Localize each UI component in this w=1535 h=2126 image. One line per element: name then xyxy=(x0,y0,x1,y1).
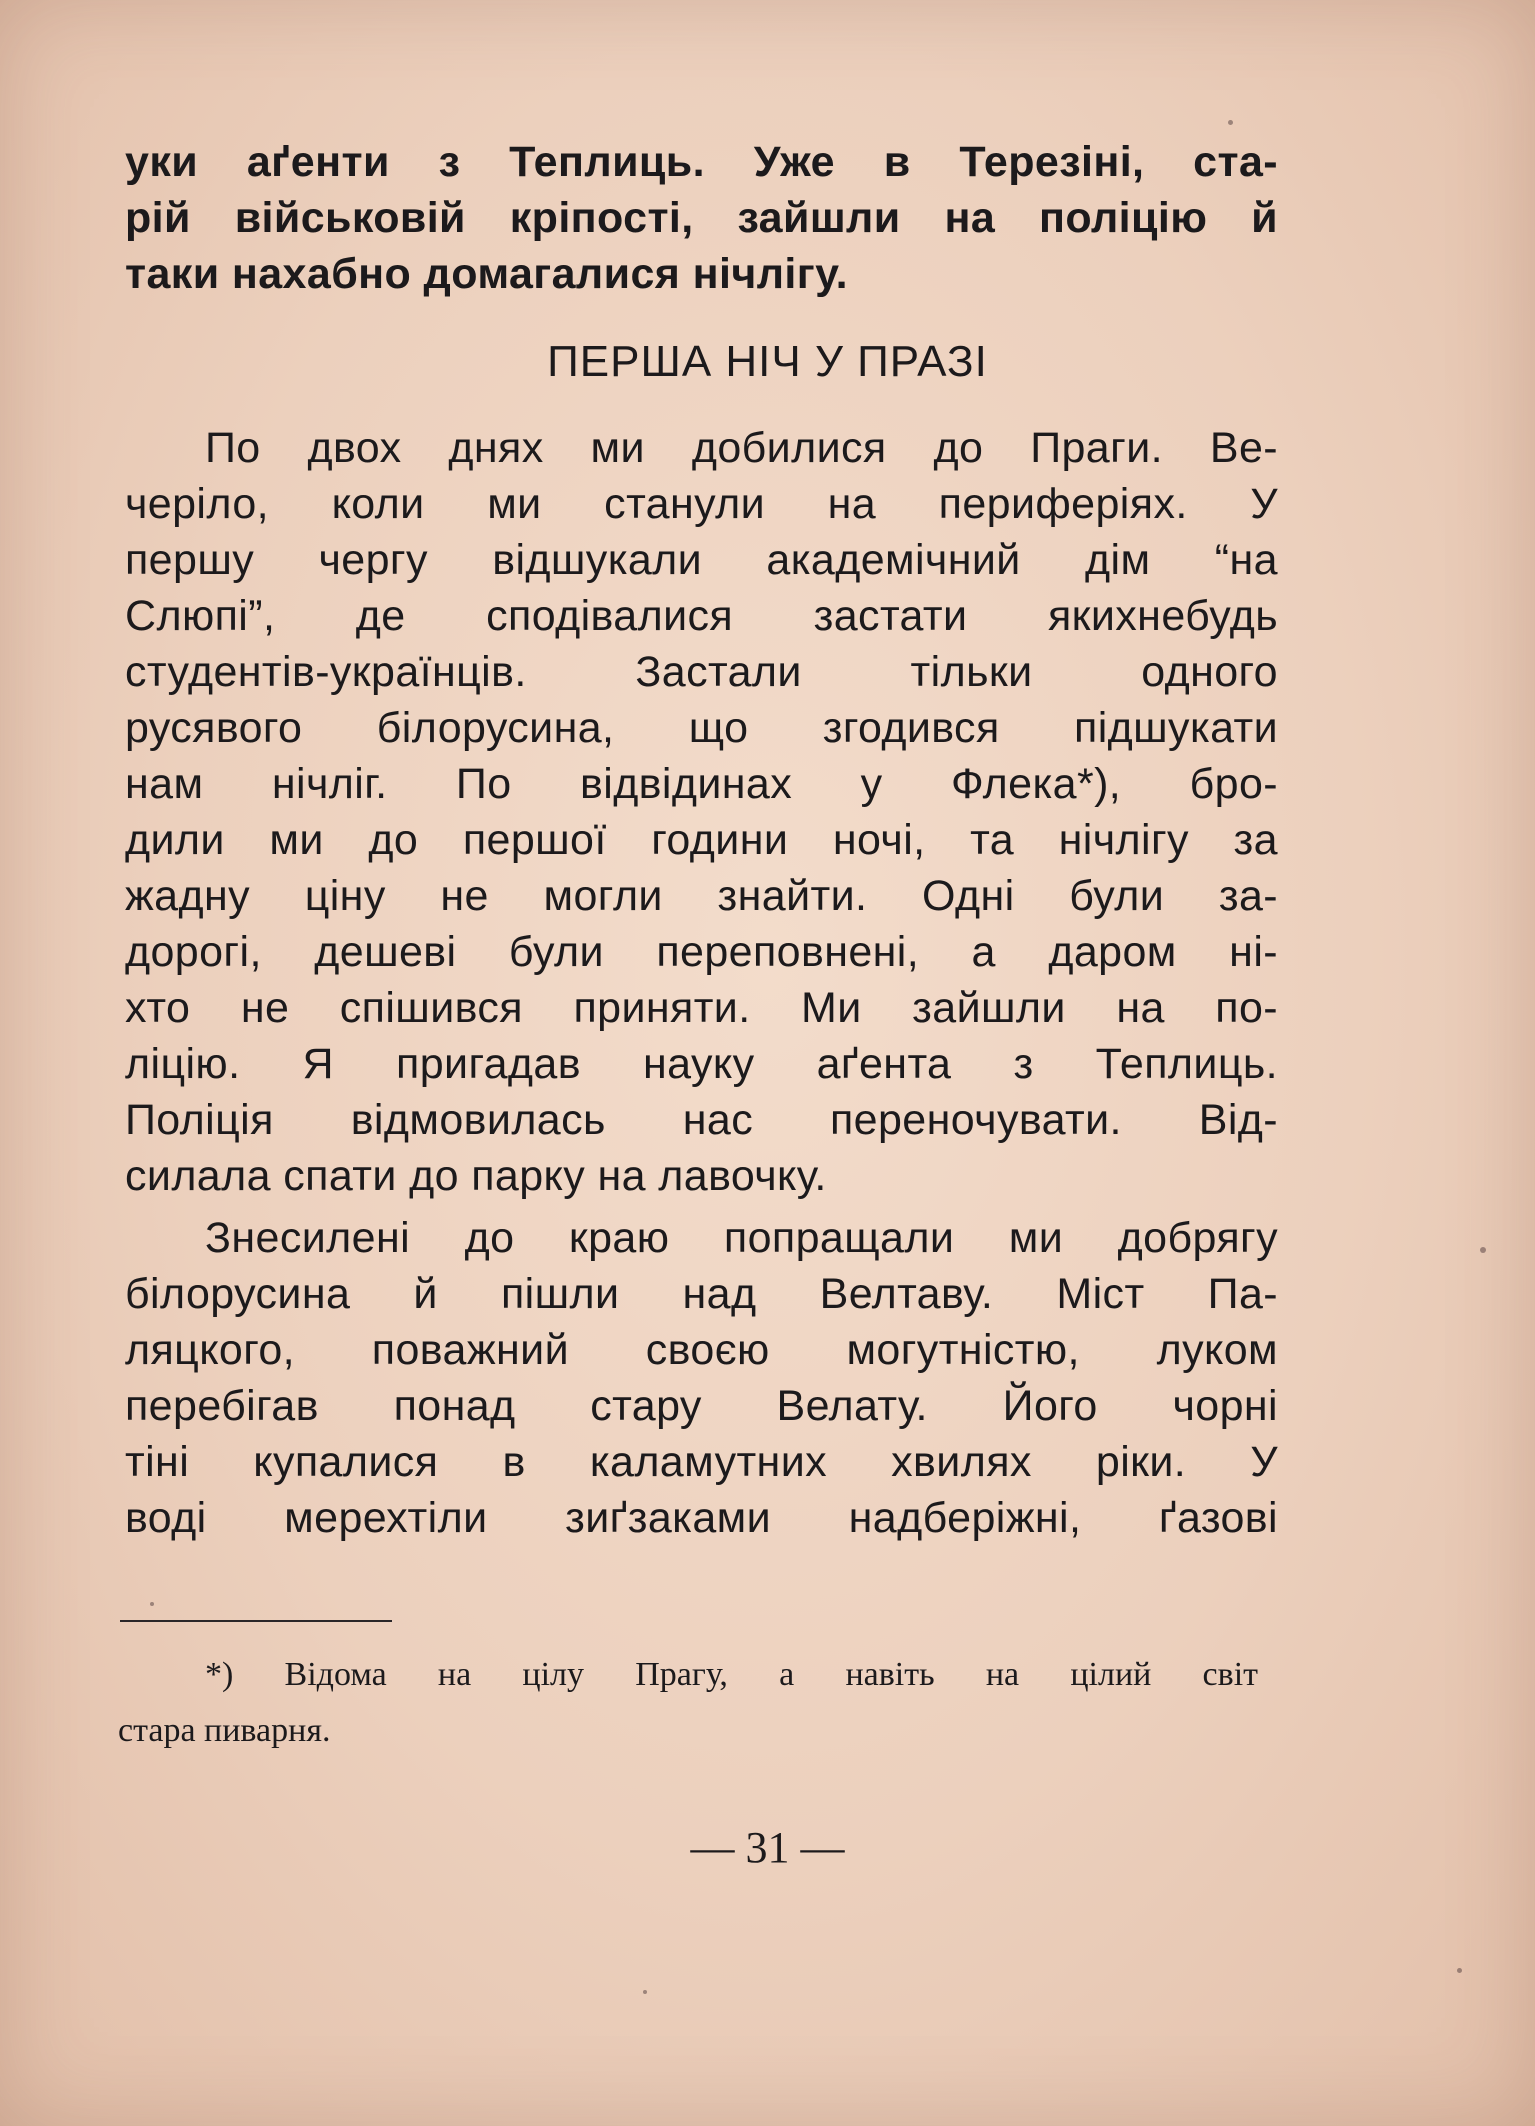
text-line: ляцкого, поважний своєю могутністю, луком xyxy=(125,1326,1278,1374)
text-line: рій військовій кріпості, зайшли на поліцію й xyxy=(125,194,1278,242)
text-line: Слюпі”, де сподівалися застати якихнебудь xyxy=(125,592,1278,640)
text-line: воді мерехтіли зиґзаками надберіжні, ґазові xyxy=(125,1494,1278,1542)
text-line: уки аґенти з Теплиць. Уже в Терезіні, ста- xyxy=(125,138,1278,186)
text-line: чеpiло, коли ми станули на периферіях. У xyxy=(125,480,1278,528)
footnote-divider xyxy=(120,1620,392,1622)
text-line: хто не спішився приняти. Ми зайшли на по- xyxy=(125,984,1278,1032)
paper-speck xyxy=(1480,1247,1486,1253)
text-line: русявого білорусина, що згодився підшукати xyxy=(125,704,1278,752)
text-line: силала спати до парку на лавочку. xyxy=(125,1152,827,1200)
text-line: перебігав понад стару Велату. Його чорні xyxy=(125,1382,1278,1430)
text-line: По двох днях ми добилися до Праги. Ве- xyxy=(205,424,1278,472)
page-number: — 31 — xyxy=(690,1823,845,1872)
text-line: тіні купалися в каламутних хвилях ріки. У xyxy=(125,1438,1278,1486)
text-line: Поліція відмовилась нас переночувати. Від- xyxy=(125,1096,1278,1144)
paper-speck xyxy=(643,1990,647,1994)
text-line: дили ми до першої години ночі, та нічлігу за xyxy=(125,816,1278,864)
paper-speck xyxy=(150,1602,154,1606)
section-heading: ПЕРША НІЧ У ПРАЗІ xyxy=(547,337,988,386)
text-line: ліцію. Я пригадав науку аґента з Теплиць. xyxy=(125,1040,1278,1088)
footnote-line: стара пиварня. xyxy=(118,1712,331,1749)
text-line: жадну ціну не могли знайти. Одні були за- xyxy=(125,872,1278,920)
text-line: студентів-українців. Застали тільки одного xyxy=(125,648,1278,696)
text-line: першу чергу відшукали академічний дім “на xyxy=(125,536,1278,584)
text-line: нам нічліг. По відвідинах у Флека*), бро- xyxy=(125,760,1278,808)
text-line: білорусина й пішли над Велтаву. Міст Па- xyxy=(125,1270,1278,1318)
text-line: дорогі, дешеві були переповнені, а даром ні- xyxy=(125,928,1278,976)
footnote-line: *) Відома на цілу Прагу, а навіть на цілий світ xyxy=(205,1656,1258,1693)
text-line: Знесилені до краю попращали ми добрягу xyxy=(205,1214,1278,1262)
paper-speck xyxy=(1228,120,1233,125)
text-line: таки нахабно домагалися нічлігу. xyxy=(125,250,848,298)
paper-speck xyxy=(1457,1968,1462,1973)
